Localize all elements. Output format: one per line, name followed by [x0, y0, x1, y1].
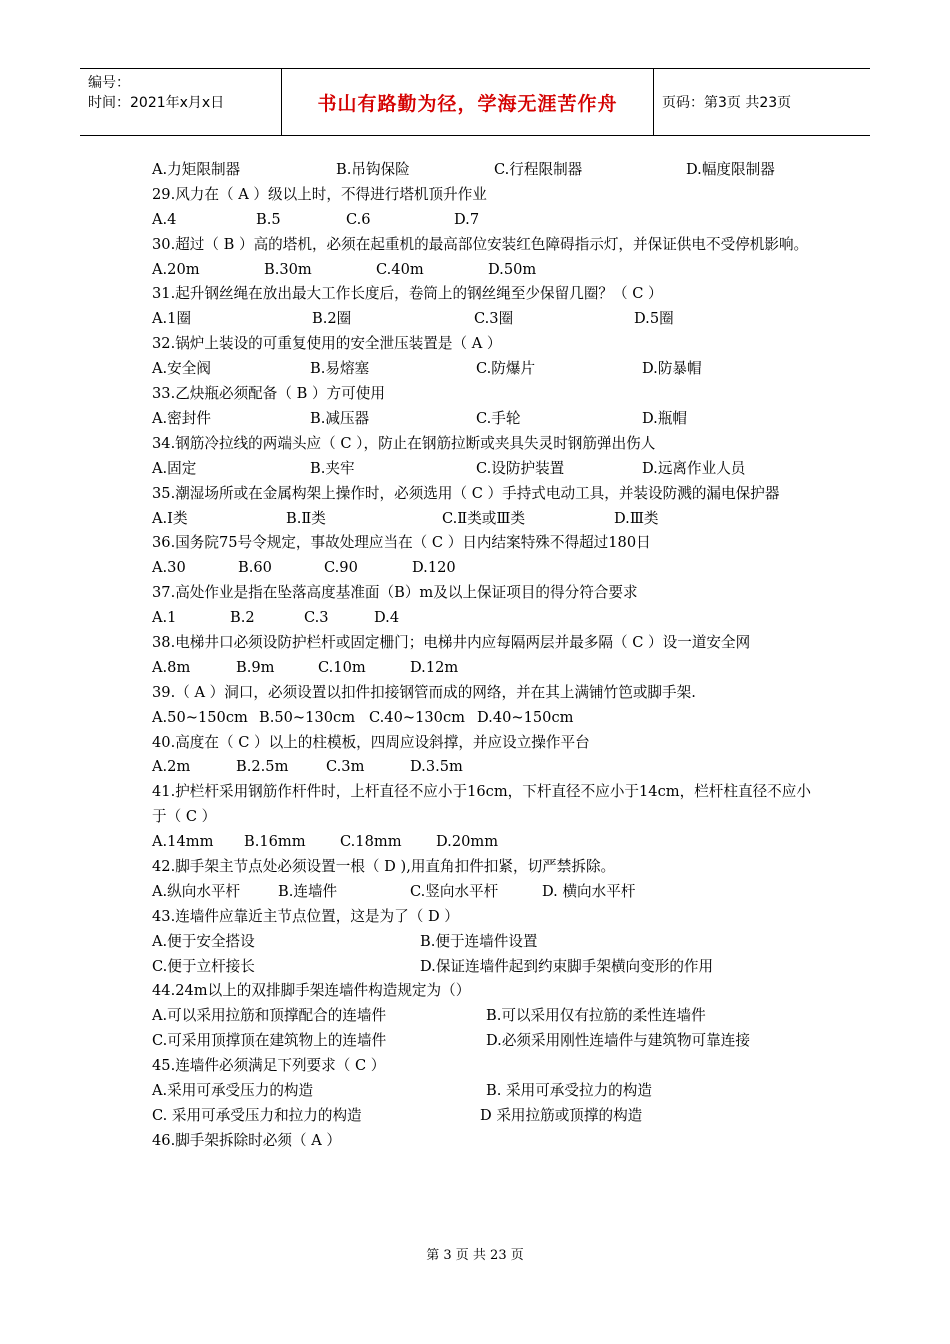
- answer-options-row: [152, 880, 812, 905]
- answer-option: B.2: [230, 609, 255, 627]
- answer-options-row: [152, 158, 812, 183]
- header-meta: [80, 69, 282, 135]
- answer-option: A.50~150cm: [152, 708, 248, 726]
- answer-option: A.固定: [152, 459, 197, 477]
- header-page-number: 页码：第3页 共23页: [662, 95, 792, 111]
- answer-option: B.易熔塞: [310, 360, 370, 378]
- answer-option: D.防暴帽: [642, 360, 702, 378]
- question-list: [152, 158, 812, 1154]
- question-text: 43.连墙件应靠近主节点位置，这是为了（ D ）: [152, 907, 459, 925]
- answer-options-row: [152, 357, 812, 382]
- answer-option: A.力矩限制器: [152, 161, 241, 178]
- answer-option: D.幅度限制器: [686, 161, 775, 178]
- answer-option: C.防爆片: [476, 360, 536, 378]
- answer-option: D.必须采用刚性连墙件与建筑物可靠连接: [486, 1032, 750, 1050]
- answer-option: D.瓶帽: [642, 409, 688, 427]
- answer-option: A.14mm: [152, 833, 214, 851]
- answer-option: C.40m: [376, 260, 424, 278]
- answer-option: A.2m: [152, 758, 191, 776]
- answer-option: A.安全阀: [152, 360, 211, 378]
- answer-option: C.手轮: [476, 409, 521, 427]
- answer-option: D.4: [374, 609, 400, 627]
- question-text: 39.（ A ）洞口，必须设置以扣件扣接钢管而成的网络，并在其上满铺竹笆或脚手架.: [152, 683, 696, 701]
- answer-option: B.5: [256, 210, 281, 228]
- answer-option: D.远离作业人员: [642, 459, 746, 477]
- answer-option: C.行程限制器: [494, 161, 583, 178]
- header-motto: 书山有路勤为径，学海无涯苦作舟: [282, 69, 654, 135]
- answer-options-row: [152, 1029, 812, 1054]
- answer-options-row: [152, 556, 812, 581]
- answer-option: D.3.5m: [410, 758, 463, 776]
- question-text: 37.高处作业是指在坠落高度基准面（B）m及以上保证项目的得分符合要求: [152, 584, 638, 602]
- answer-options-row: [152, 208, 812, 233]
- answer-option: B.吊钩保险: [336, 161, 410, 178]
- answer-options-row: [152, 307, 812, 332]
- answer-option: B.便于连墙件设置: [420, 932, 538, 950]
- answer-option: D.120: [412, 559, 456, 577]
- answer-options-row: [152, 755, 812, 780]
- answer-option: B.2圈: [312, 310, 352, 328]
- answer-option: A.纵向水平杆: [152, 882, 241, 900]
- answer-options-row: [152, 930, 812, 955]
- answer-option: C.18mm: [340, 833, 402, 851]
- answer-options-row: [152, 1004, 812, 1029]
- question-text: 46.脚手架拆除时必须（ A ）: [152, 1131, 341, 1149]
- answer-options-row: [152, 606, 812, 631]
- answer-options-row: [152, 1104, 812, 1129]
- answer-option: B.50~130cm: [259, 708, 356, 726]
- answer-option: A.4: [152, 210, 177, 228]
- question-text: 29.风力在（ A ）级以上时，不得进行塔机顶升作业: [152, 185, 487, 203]
- answer-option: B.可以采用仅有拉筋的柔性连墙件: [486, 1007, 706, 1025]
- answer-option: D.50m: [488, 260, 537, 278]
- answer-option: B.9m: [236, 658, 275, 676]
- answer-option: A.可以采用拉筋和顶撑配合的连墙件: [152, 1007, 387, 1025]
- answer-option: A.1圈: [152, 310, 192, 328]
- answer-option: C.便于立杆接长: [152, 957, 255, 975]
- page-header: [80, 68, 870, 136]
- page-footer: 第 3 页 共 23 页: [426, 1248, 524, 1263]
- answer-option: A.20m: [152, 260, 200, 278]
- answer-options-row: [152, 830, 812, 855]
- answer-option: A.1: [152, 609, 177, 627]
- answer-option: A.采用可承受压力的构造: [152, 1082, 314, 1100]
- answer-option: B.2.5m: [236, 758, 289, 776]
- answer-option: C.竖向水平杆: [410, 882, 499, 900]
- answer-options-row: [152, 955, 812, 980]
- answer-option: C.3: [304, 609, 329, 627]
- answer-options-row: [152, 407, 812, 432]
- question-text: 42.脚手架主节点处必须设置一根（ D ),用直角扣件扣紧，切严禁拆除。: [152, 858, 616, 876]
- answer-option: D. 横向水平杆: [542, 882, 636, 900]
- answer-options-row: [152, 1079, 812, 1104]
- answer-option: C.可采用顶撑顶在建筑物上的连墙件: [152, 1032, 387, 1050]
- answer-option: A.便于安全搭设: [152, 932, 255, 950]
- question-text: 38.电梯井口必须设防护栏杆或固定栅门；电梯井内应每隔两层并最多隔（ C ）设一道安全网: [152, 633, 751, 651]
- answer-option: B. 采用可承受拉力的构造: [486, 1082, 652, 1100]
- question-text: 34.钢筋冷拉线的两端头应（ C ），防止在钢筋拉断或夹具失灵时钢筋弹出伤人: [152, 434, 656, 452]
- answer-option: B.减压器: [310, 409, 370, 427]
- answer-options-row: [152, 706, 812, 731]
- answer-option: D.Ⅲ类: [614, 509, 659, 527]
- question-text: 32.锅炉上装设的可重复使用的安全泄压装置是（ A ）: [152, 335, 502, 353]
- answer-option: B.Ⅱ类: [286, 509, 326, 527]
- answer-option: C.40~130cm: [369, 708, 465, 726]
- answer-option: B.30m: [264, 260, 312, 278]
- answer-option: B.连墙件: [278, 882, 338, 900]
- answer-option: D.5圈: [634, 310, 674, 328]
- question-text: 45.连墙件必须满足下列要求（ C ）: [152, 1057, 386, 1075]
- answer-option: C.6: [346, 210, 371, 228]
- answer-option: D.7: [454, 210, 480, 228]
- answer-option: B.夹牢: [310, 459, 355, 477]
- answer-option: C.10m: [318, 658, 366, 676]
- answer-option: A.30: [152, 559, 186, 577]
- answer-option: C.Ⅱ类或Ⅲ类: [442, 509, 526, 527]
- answer-options-row: [152, 457, 812, 482]
- answer-options-row: [152, 258, 812, 283]
- answer-option: D.保证连墙件起到约束脚手架横向变形的作用: [420, 957, 714, 975]
- answer-option: D.12m: [410, 658, 459, 676]
- question-text: 41.护栏杆采用钢筋作杆件时，上杆直径不应小于16cm，下杆直径不应小于14cm，栏杆柱直径不应小于（ C ）: [152, 783, 811, 826]
- answer-options-row: [152, 656, 812, 681]
- question-text: 35.潮湿场所或在金属构架上操作时，必须选用（ C ）手持式电动工具，并装设防溅的漏电保护器: [152, 484, 780, 502]
- answer-option: C. 采用可承受压力和拉力的构造: [152, 1106, 362, 1124]
- answer-option: B.60: [238, 559, 272, 577]
- question-text: 40.高度在（ C ）以上的柱模板，四周应设斜撑，并应设立操作平台: [152, 733, 590, 751]
- question-text: 31.起升钢丝绳在放出最大工作长度后，卷筒上的钢丝绳至少保留几圈？（ C ）: [152, 285, 663, 303]
- answer-option: D 采用拉筋或顶撑的构造: [480, 1106, 643, 1124]
- answer-options-row: [152, 507, 812, 532]
- answer-option: A.密封件: [152, 409, 211, 427]
- answer-option: C.设防护装置: [476, 459, 565, 477]
- question-text: 36.国务院75号令规定，事故处理应当在（ C ）日内结案特殊不得超过180日: [152, 534, 651, 552]
- question-text: 33.乙炔瓶必须配备（ B ）方可使用: [152, 385, 385, 403]
- answer-option: A.I类: [152, 509, 188, 527]
- answer-option: C.90: [324, 559, 358, 577]
- answer-option: B.16mm: [244, 833, 306, 851]
- answer-option: C.3圈: [474, 310, 514, 328]
- answer-option: D.40~150cm: [477, 708, 574, 726]
- question-text: 44.24m以上的双排脚手架连墙件构造规定为（）: [152, 982, 471, 1000]
- answer-option: A.8m: [152, 658, 191, 676]
- answer-option: D.20mm: [436, 833, 499, 851]
- answer-option: C.3m: [326, 758, 365, 776]
- document-date: 时间：2021年x月x日: [88, 95, 225, 111]
- question-text: 30.超过（ B ）高的塔机，必须在起重机的最高部位安装红色障碍指示灯，并保证供电不受停机影响。: [152, 235, 809, 253]
- document-number-label: 编号：: [88, 75, 130, 91]
